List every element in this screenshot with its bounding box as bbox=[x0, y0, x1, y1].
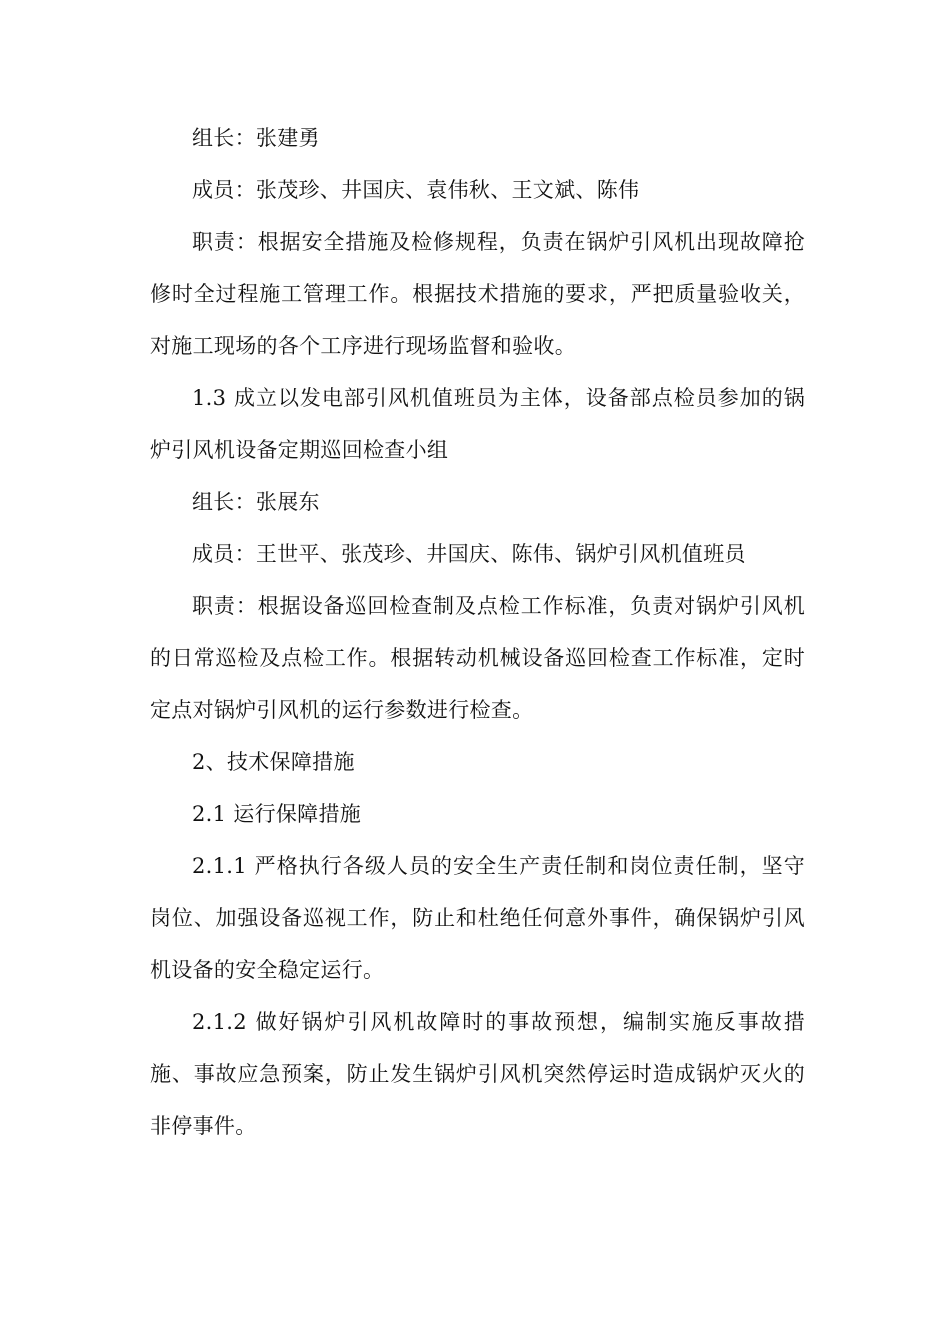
members-line-1: 成员：张茂珍、井国庆、袁伟秋、王文斌、陈伟 bbox=[192, 178, 640, 202]
duties-paragraph-2: 职责：根据设备巡回检查制及点检工作标准，负责对锅炉引风机的日常巡检及点检工作。根据转动机械设备巡回检查工作标准，定时定点对锅炉引风机的运行参数进行检查。 bbox=[150, 594, 805, 722]
section-2-heading: 2、技术保障措施 bbox=[192, 750, 355, 774]
item-2-1-1-paragraph: 2.1.1 严格执行各级人员的安全生产责任制和岗位责任制，坚守岗位、加强设备巡视工作，防止和杜绝任何意外事件，确保锅炉引风机设备的安全稳定运行。 bbox=[150, 854, 805, 982]
members-line-2: 成员：王世平、张茂珍、井国庆、陈伟、锅炉引风机值班员 bbox=[192, 542, 746, 566]
document-body bbox=[150, 112, 805, 1152]
section-2-1-heading: 2.1 运行保障措施 bbox=[192, 802, 362, 826]
leader-line-2: 组长：张展东 bbox=[192, 490, 320, 514]
duties-paragraph-1: 职责：根据安全措施及检修规程，负责在锅炉引风机出现故障抢修时全过程施工管理工作。根据技术措施的要求，严把质量验收关，对施工现场的各个工序进行现场监督和验收。 bbox=[150, 230, 805, 358]
leader-line-1: 组长：张建勇 bbox=[192, 126, 320, 150]
section-1-3-heading: 1.3 成立以发电部引风机值班员为主体，设备部点检员参加的锅炉引风机设备定期巡回检查小组 bbox=[150, 386, 805, 462]
item-2-1-2-paragraph: 2.1.2 做好锅炉引风机故障时的事故预想，编制实施反事故措施、事故应急预案，防止发生锅炉引风机突然停运时造成锅炉灭火的非停事件。 bbox=[150, 1010, 805, 1138]
